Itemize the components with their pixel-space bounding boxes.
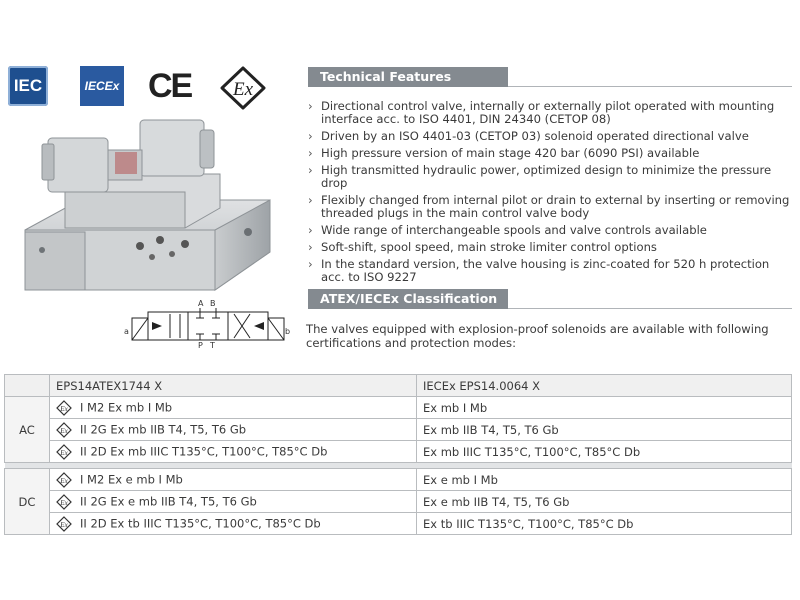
svg-text:Ex: Ex <box>60 426 68 435</box>
ce-mark-logo: CE <box>148 67 192 105</box>
table-cell: Ex mb IIIC T135°C, T100°C, T85°C Db <box>417 441 792 463</box>
ex-hexagon-logo <box>220 66 266 110</box>
table-cell: Ex tb IIIC T135°C, T100°C, T85°C Db <box>417 513 792 535</box>
group-label-ac: AC <box>5 397 50 463</box>
valve-product-image <box>20 112 290 312</box>
ex-icon <box>56 516 72 532</box>
svg-text:Ex: Ex <box>60 448 68 457</box>
table-cell: Ex I M2 Ex e mb I Mb <box>50 469 417 491</box>
table-header-row <box>5 375 792 397</box>
list-item: › High transmitted hydraulic power, optimized design to minimize the pressure drop <box>306 164 796 190</box>
svg-text:a: a <box>124 327 129 336</box>
svg-text:Ex: Ex <box>60 476 68 485</box>
table-cell: Ex mb IIB T4, T5, T6 Gb <box>417 419 792 441</box>
table-row <box>5 491 792 513</box>
heading-divider <box>508 86 792 87</box>
technical-features-heading: Technical Features <box>308 67 508 87</box>
group-label-dc: DC <box>5 469 50 535</box>
list-item: › Soft-shift, spool speed, main stroke limiter control options <box>306 241 796 254</box>
iecex-logo: IECEx <box>80 66 124 106</box>
list-item: › In the standard version, the valve housing is zinc-coated for 520 h protection acc. to ISO 9227 <box>306 258 796 284</box>
table-cell: Ex mb I Mb <box>417 397 792 419</box>
table-row <box>5 397 792 419</box>
heading-divider <box>508 308 792 309</box>
svg-text:Ex: Ex <box>232 79 254 100</box>
list-item: › Directional control valve, internally or externally pilot operated with mounting interface acc. to ISO 4401, DIN 24340 (CETOP 08) <box>306 100 796 126</box>
list-item: › Driven by an ISO 4401-03 (CETOP 03) solenoid operated directional valve <box>306 130 796 143</box>
list-item: › Wide range of interchangeable spools and valve controls available <box>306 224 796 237</box>
ex-icon <box>56 422 72 438</box>
table-row <box>5 513 792 535</box>
table-cell: Ex I M2 Ex mb I Mb <box>50 397 417 419</box>
iecex-certificate-header: IECEx EPS14.0064 X <box>417 375 792 397</box>
table-cell: Ex II 2D Ex mb IIIC T135°C, T100°C, T85°C Db <box>50 441 417 463</box>
table-cell: Ex II 2G Ex mb IIB T4, T5, T6 Gb <box>50 419 417 441</box>
hydraulic-valve-symbol <box>120 296 295 350</box>
ex-icon <box>56 444 72 460</box>
table-cell: Ex e mb I Mb <box>417 469 792 491</box>
ex-icon <box>56 400 72 416</box>
list-item: › High pressure version of main stage 420 bar (6090 PSI) available <box>306 147 796 160</box>
svg-text:T: T <box>210 341 215 350</box>
table-corner-cell <box>5 375 50 397</box>
atex-certificate-header: EPS14ATEX1744 X <box>50 375 417 397</box>
certification-logos <box>8 66 288 110</box>
table-cell: Ex II 2D Ex tb IIIC T135°C, T100°C, T85°C Db <box>50 513 417 535</box>
technical-features-list <box>306 100 796 288</box>
atex-heading: ATEX/IECEx Classification <box>308 289 508 309</box>
svg-text:P: P <box>198 341 203 350</box>
svg-text:Ex: Ex <box>60 498 68 507</box>
atex-description: The valves equipped with explosion-proof solenoids are available with following certifications and protection modes: <box>306 322 769 350</box>
svg-text:A: A <box>198 299 204 308</box>
iec-logo: IEC <box>8 66 48 106</box>
list-item: › Flexibly changed from internal pilot or drain to external by inserting or removing threaded plugs in the main control valve body <box>306 194 796 220</box>
svg-text:B: B <box>210 299 216 308</box>
certification-table <box>4 374 792 535</box>
table-cell: Ex e mb IIB T4, T5, T6 Gb <box>417 491 792 513</box>
ex-icon <box>56 472 72 488</box>
table-row <box>5 469 792 491</box>
table-row <box>5 419 792 441</box>
ex-icon <box>56 494 72 510</box>
svg-text:Ex: Ex <box>60 520 68 529</box>
svg-text:b: b <box>285 327 291 336</box>
table-row <box>5 441 792 463</box>
svg-text:Ex: Ex <box>60 404 68 413</box>
table-cell: Ex II 2G Ex e mb IIB T4, T5, T6 Gb <box>50 491 417 513</box>
